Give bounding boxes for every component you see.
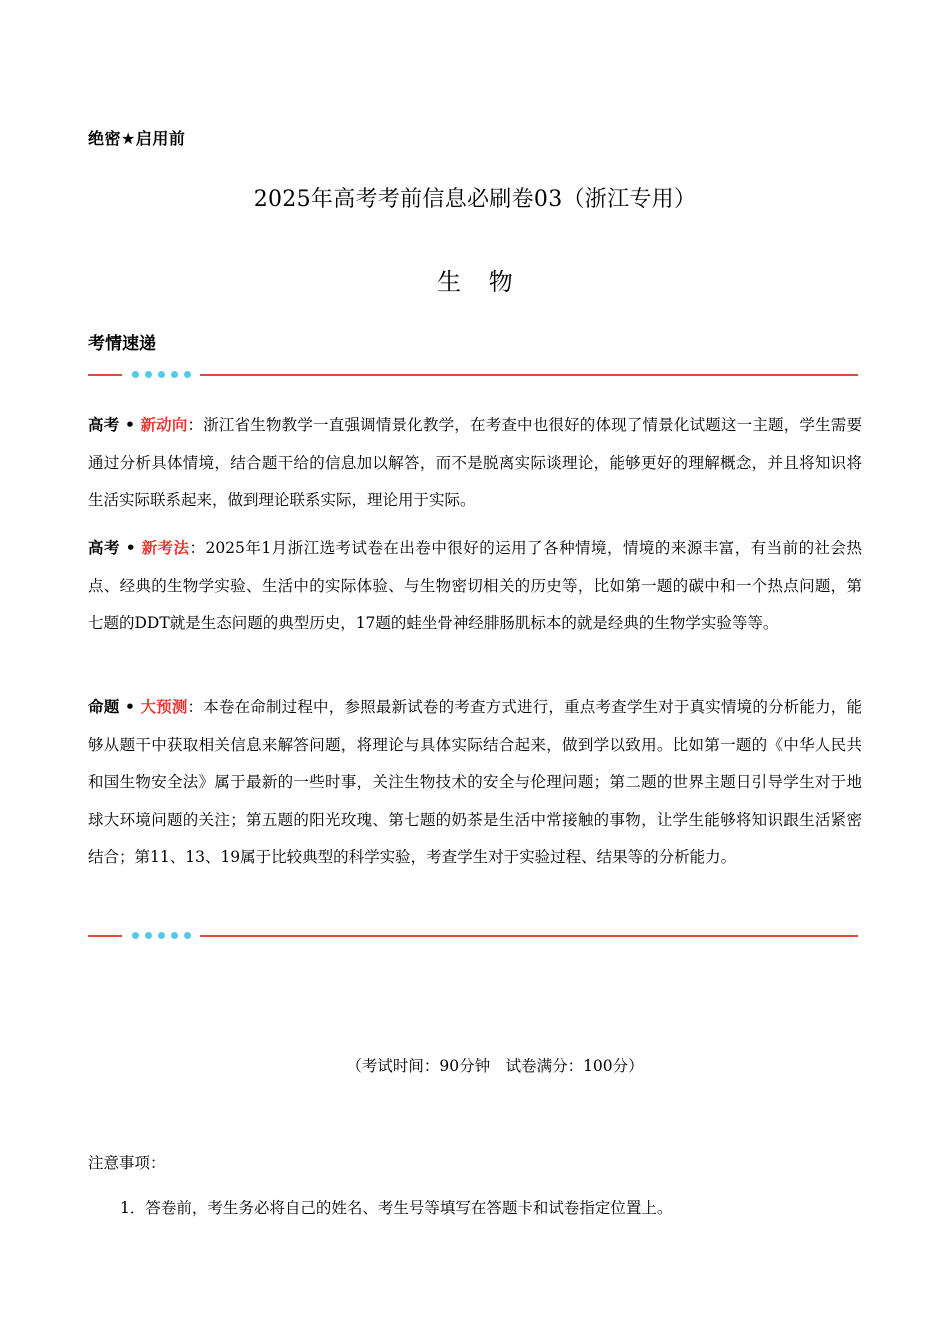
exam-info: （考试时间：90分钟 试卷满分：100分） (346, 1057, 644, 1075)
divider-line-left (88, 374, 122, 376)
divider-dot (184, 932, 191, 939)
divider-dot (171, 932, 178, 939)
divider-top (88, 370, 858, 380)
divider-bottom (88, 931, 858, 941)
divider-dot (145, 932, 152, 939)
divider-dot (132, 932, 139, 939)
divider-dot (158, 371, 165, 378)
paragraph-new-trend (88, 407, 862, 520)
divider-dot (158, 932, 165, 939)
paragraph-lead: 高考 • (88, 416, 141, 434)
paragraph-accent: 新考法 (141, 539, 190, 557)
paragraph-body: ：2025年1月浙江选考试卷在出卷中很好的运用了各种情境，情境的来源丰富，有当前的社会热点、经典的生物学实验、生活中的实际体验、与生物密切相关的历史等，比如第一题的碳中和一个热点问题，第七题的DDT就是生态问题的典型历史，17题的蛙坐骨神经腓肠肌标本的就是经典的生物学实验等等。 (88, 539, 862, 633)
section-heading: 考情速递 (88, 334, 156, 354)
paragraph-prediction (88, 689, 862, 877)
divider-dot (184, 371, 191, 378)
paragraph-body: ：浙江省生物教学一直强调情景化教学，在考查中也很好的体现了情景化试题这一主题，学生需要通过分析具体情境，结合题干给的信息加以解答，而不是脱离实际谈理论，能够更好的理解概念，并且将知识将生活实际联系起来，做到理论联系实际，理论用于实际。 (88, 416, 862, 510)
divider-dot (145, 371, 152, 378)
notice-title: 注意事项： (88, 1154, 166, 1172)
subject-title: 生 物 (437, 268, 523, 296)
divider-line-right (200, 374, 858, 376)
divider-dot (132, 371, 139, 378)
paragraph-accent: 新动向 (140, 416, 188, 434)
divider-dot (171, 371, 178, 378)
paragraph-lead: 高考 • (88, 539, 142, 557)
paragraph-lead: 命题 • (88, 698, 141, 716)
paragraph-body: ：本卷在命制过程中，参照最新试卷的考查方式进行，重点考查学生对于真实情境的分析能力，能够从题干中获取相关信息来解答问题，将理论与具体实际结合起来，做到学以致用。比如第一题的《中华人民共和国生物安全法》属于最新的一些时事，关注生物技术的安全与伦理问题；第二题的世界主题日引导学生对于地球大环境问题的关注；第五题的阳光玫瑰、第七题的奶茶是生活中常接触的事物，让学生能够将知识跟生活紧密结合；第11、13、19属于比较典型的科学实验，考查学生对于实验过程、结果等的分析能力。 (88, 698, 862, 867)
divider-line-left (88, 935, 122, 937)
confidential-label: 绝密★启用前 (88, 129, 186, 148)
divider-line-right (200, 935, 858, 937)
paragraph-new-method (88, 530, 862, 643)
paragraph-accent: 大预测 (140, 698, 188, 716)
document-title: 2025年高考考前信息必刷卷03（浙江专用） (253, 187, 697, 212)
notice-item: 1．答卷前，考生务必将自己的姓名、考生号等填写在答题卡和试卷指定位置上。 (120, 1199, 673, 1217)
